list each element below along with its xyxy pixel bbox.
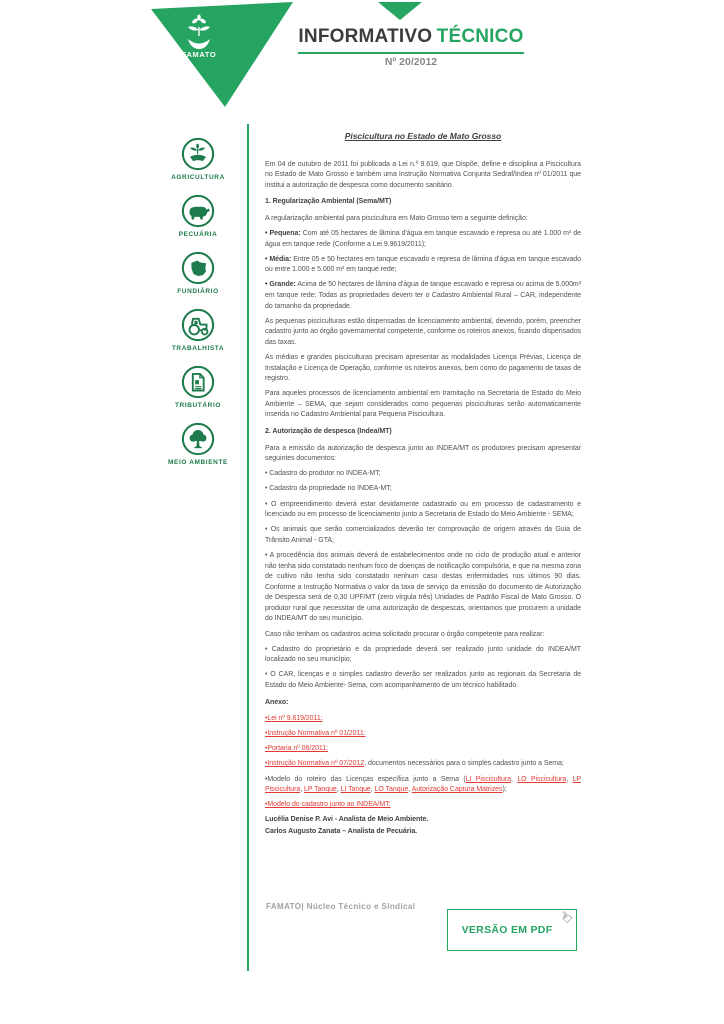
sidebar-item-label: TRIBUTÁRIO	[174, 402, 222, 409]
sidebar-item-label: MEIO AMBIENTE	[168, 459, 228, 466]
issue-number: Nº 20/2012	[384, 56, 438, 68]
tree-icon	[181, 422, 215, 456]
title-tecnico: TÉCNICO	[436, 26, 524, 47]
title-informativo: INFORMATIVO	[298, 26, 433, 47]
paragraph: Para a emissão da autorização de despesca junto ao INDEA/MT os produtores precisam apresentar seguintes documentos:	[265, 444, 581, 463]
paragraph: Caso não tenham os cadastros acima solicitado procurar o órgão competente para realizar:	[265, 630, 545, 638]
paragraph: • Cadastro da propriedade no INDEA-MT;	[265, 485, 392, 493]
pdf-button-label: VERSÃO EM PDF	[461, 924, 553, 936]
paragraph: • Média: Entre 05 e 50 hectares em tanque escavado e represa de lâmina d'água em tanque escavado ou entre 1.000 e 5.000 m³ em tanque rede;	[265, 255, 581, 274]
sidebar-item-meio-ambiente[interactable]	[168, 422, 228, 466]
vertical-divider	[247, 124, 249, 971]
sidebar-item-label: PECUÁRIA	[178, 231, 218, 238]
tax-document-icon	[181, 365, 215, 399]
land-map-icon	[181, 251, 215, 285]
sidebar-item-agricultura[interactable]	[171, 137, 225, 181]
paragraph: • Grande: Acima de 50 hectares de lâmina d'água de tanque escavado e represa ou acima de 5.000m³ em tanque rede; Todas as propriedades devem ter o Cadastro Ambiental Rural – CAR, independente do tamanho da propriedade.	[265, 281, 581, 310]
attachment-link[interactable]: LI Piscicultura	[465, 775, 511, 783]
attachment-link[interactable]: LO Piscicultura	[517, 775, 567, 783]
paragraph: As médias e grandes pisciculturas precisam apresentar as modalidades Licença Prévias, Licença de Instalação e Licença de Operação, conforme os roteiros anexos, bem como do pagamento de taxas de registro.	[265, 354, 581, 383]
attachment-link[interactable]: •Portaria nº 06/2011:	[265, 745, 328, 753]
document-title: Piscicultura no Estado de Mato Grosso	[344, 131, 502, 141]
paragraph: Para aqueles processos de licenciamento ambiental em tramitação na Secretaria de Estado do Meio Ambiente – SEMA, que sejam considerados como pequenas pisciculturas serão automaticamente inserida no Cadastro Ambiental para Pequena Piscicultura.	[265, 390, 581, 419]
attachment-link[interactable]: LP Tanque	[304, 786, 337, 794]
paragraph	[265, 744, 581, 755]
hand-cursor-icon: ☜	[554, 905, 577, 929]
agriculture-icon	[181, 137, 215, 171]
paragraph: • Cadastro do produtor no INDEA-MT;	[265, 470, 381, 478]
footer-note: FAMATO| Núcleo Técnico e Sindical	[266, 902, 416, 911]
newsletter-title	[298, 26, 524, 54]
attachment-link[interactable]: LO Tanque	[374, 786, 409, 794]
tractor-icon	[181, 308, 215, 342]
paragraph: • O CAR, licenças e o simples cadastro deverão ser realizados junto as regionais da Secretaria de Estado do Meio Ambiente- Sema, com acompanhamento de um técnico habilitado.	[265, 671, 581, 689]
paragraph: •Instrução Normativa nº 07/2012, documentos necessários para o simples cadastro junto a Sema;	[265, 760, 564, 768]
sidebar-item-pecuária[interactable]	[179, 194, 218, 238]
section-heading: 2. Autorização de despesca (Indea/MT)	[265, 428, 392, 436]
paragraph: A regularização ambiental para piscicultura em Mato Grosso tem a seguinte definição:	[265, 214, 528, 222]
header-accent-triangle	[378, 2, 422, 20]
paragraph	[265, 714, 581, 725]
attachment-link[interactable]: LP Piscicultura	[265, 775, 581, 794]
sidebar-item-trabalhista[interactable]	[172, 308, 224, 352]
section-heading: 1. Regularização Ambiental (Sema/MT)	[265, 198, 392, 206]
sidebar-item-label: TRABALHISTA	[171, 345, 225, 352]
pdf-version-button[interactable]	[447, 905, 577, 951]
article-body	[265, 131, 581, 838]
famato-logo-triangle	[151, 2, 293, 107]
category-sidebar	[152, 137, 244, 479]
paragraph	[265, 729, 581, 740]
attachment-link[interactable]: Autorização Captura Matrizes	[411, 786, 503, 794]
attachment-link[interactable]: •Instrução Normativa nº 01/2011:	[265, 730, 366, 738]
paragraph: As pequenas pisciculturas estão dispensadas de licenciamento ambiental, devendo, porém, preencher cadastro junto ao órgão governamental competente, conforme os roteiros anexos, ficando dispensados das taxas.	[265, 317, 581, 346]
paragraph: Em 04 de outubro de 2011 foi publicada a Lei n.º 9.619, que Dispõe, define e disciplina a Piscicultura no Estado de Mato Grosso e também uma Instrução Normativa Conjunta Sedraf/Indea nº 01/2011 que institui a autorização de despesca como documento sanitário.	[265, 160, 581, 189]
sidebar-item-label: FUNDIÁRIO	[177, 288, 219, 295]
attachment-link[interactable]: •Modelo do cadastro junto ao INDEA/MT:	[265, 801, 391, 809]
attachment-link[interactable]: •Lei nº 9.619/2011:	[265, 715, 323, 723]
paragraph: • Pequena: Com até 05 hectares de lâmina d'água em tanque escavado e represa ou até 1.000 m³ de água em tanque rede (Conforme a Lei 9.9619/2011);	[265, 230, 581, 248]
paragraph: • Os animais que serão comercializados deverão ter comprovação de origem através da Guia de Trânsito Animal - GTA;	[265, 526, 581, 544]
signature-line: Carlos Augusto Zanata – Analista de Pecuária.	[265, 827, 418, 835]
paragraph: •Modelo do roteiro das Licenças específica junto a Sema (LI Piscicultura, LO Piscicultura, LP Piscicultura, LP Tanque, LI Tanque, LO Tanque, Autorização Captura Matrizes);	[265, 775, 581, 794]
paragraph	[265, 800, 581, 811]
section-heading: Anexo:	[265, 698, 289, 706]
sidebar-item-label: AGRICULTURA	[171, 174, 225, 181]
paragraph: • A procedência dos animais deverá de estabelecimentos onde no ciclo de produção atual e anterior não tenha sido constatado nenhum foco de doenças de notificação compulsória, e que na mesma zona de cultivo não tenha sido constatado nenhum caso destas enfermidades nos últimos 90 dias. Conforme a Instrução Normativa o valor da taxa de serviço da emissão do documento de Autorização de Despesca será de 0,30 UPF/MT (zero vírgula três) Unidades de Padrão Fiscal de Mato Grosso. O produtor rural que necessitar de uma autorização de despescas, orientamos que procurem a unidade do INDEA/MT do seu município.	[265, 551, 581, 623]
paragraph: • Cadastro do proprietário e da propriedade deverá ser realizado junto unidade do INDEA/MT localizado no seu município;	[265, 645, 581, 664]
attachment-link[interactable]: LI Tanque	[340, 786, 371, 794]
signature-line: Lucélia Denise P. Avi - Analista de Meio Ambiente.	[265, 816, 429, 824]
paragraph: • O empreendimento deverá estar devidamente cadastrado ou em processo de cadastramento e licenciado ou em processo de licenciamento junto a Secretaria de Estado do Meio Ambiente - SEMA;	[265, 500, 581, 519]
famato-logo-text: FAMATO	[181, 50, 217, 59]
sidebar-item-fundiário[interactable]	[177, 251, 219, 295]
cattle-icon	[181, 194, 215, 228]
attachment-link[interactable]: •Instrução Normativa nº 07/2012	[265, 760, 365, 768]
sidebar-item-tributário[interactable]	[175, 365, 221, 409]
